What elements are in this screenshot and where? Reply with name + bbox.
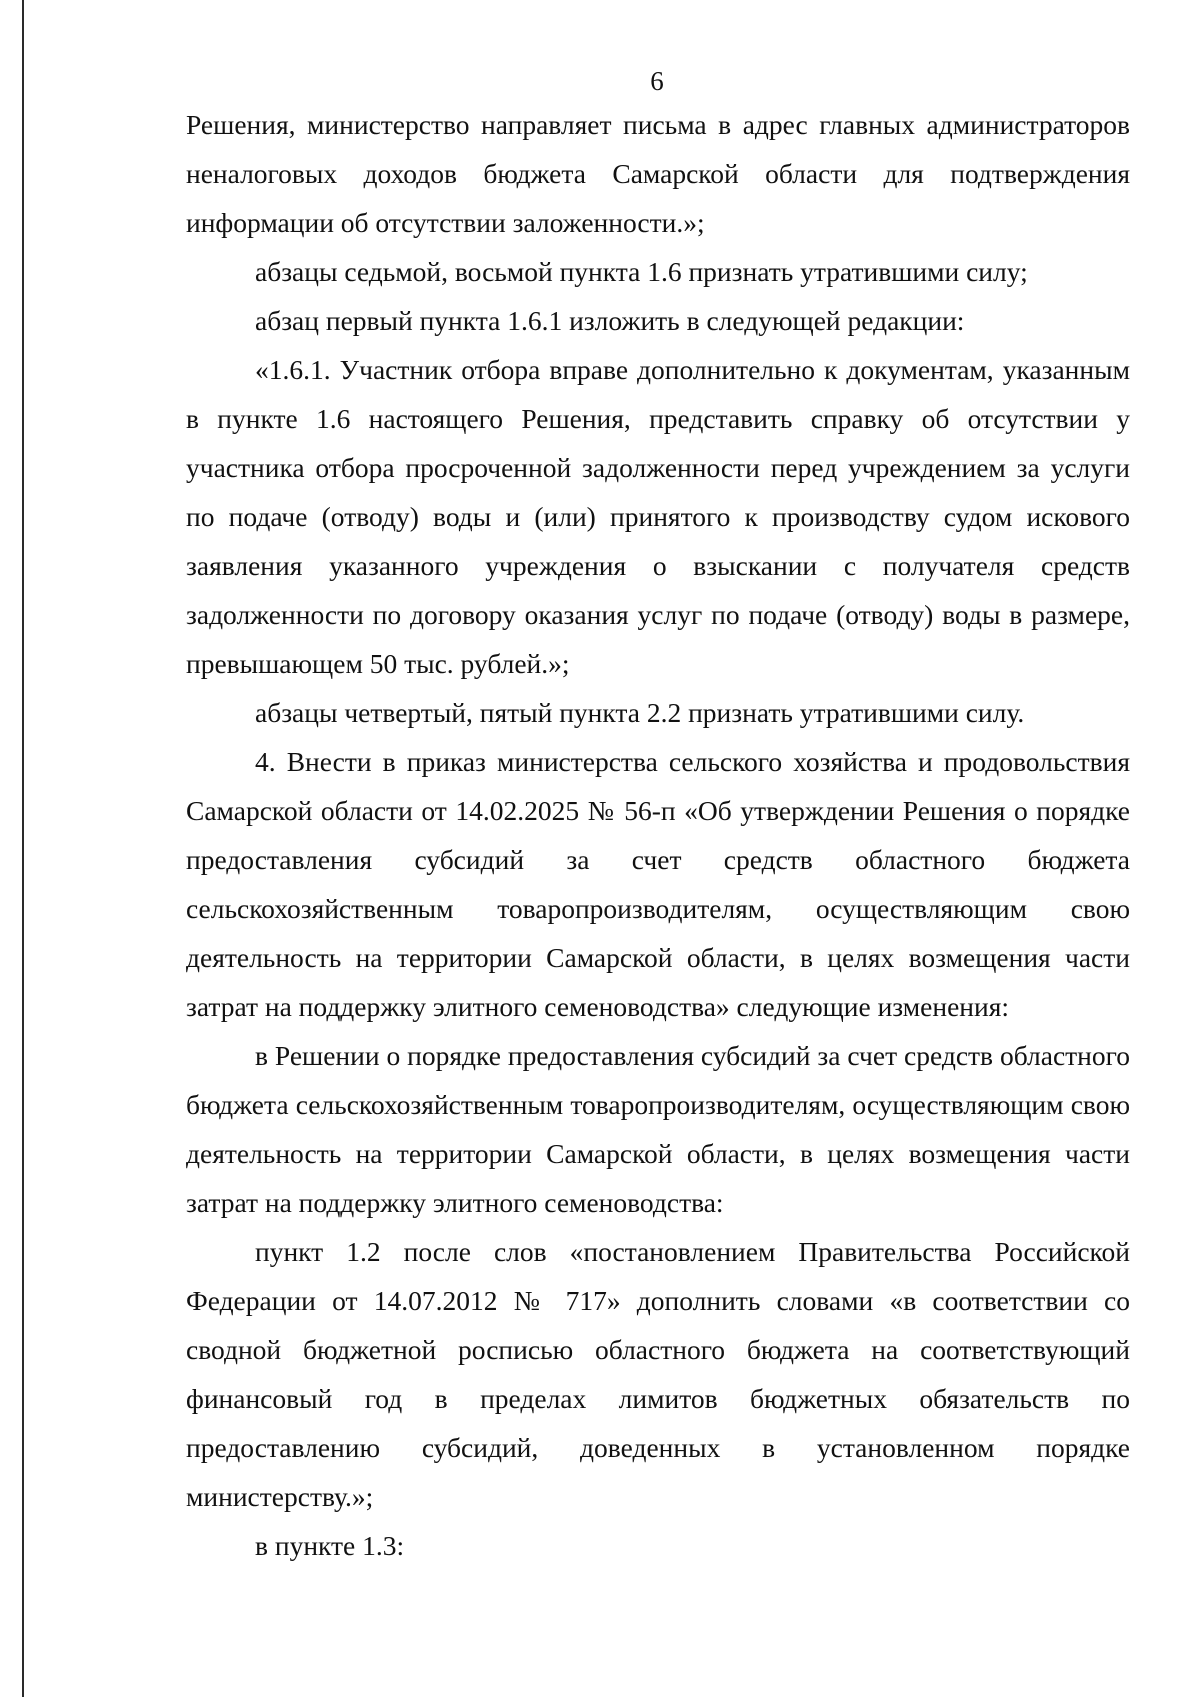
- paragraph: в пункте 1.3:: [255, 1530, 405, 1561]
- document-body: [186, 100, 1130, 1570]
- page-number: 6: [650, 66, 664, 96]
- paragraph: в Решении о порядке предоставления субсидий за счет средств областного бюджета сельскохозяйственным товаропроизводителям, осуществляющим свою деятельность на территории Самарской области, в целях возмещения части затрат на поддержку элитного семеноводства:: [186, 1040, 1130, 1218]
- paragraph: «1.6.1. Участник отбора вправе дополнительно к документам, указанным в пункте 1.6 настоящего Решения, представить справку об отсутствии у участника отбора просроченной задолженности перед учреждением за услуги по подаче (отводу) воды и (или) принятого к производству судом искового заявления указанного учреждения о взыскании с получателя средств задолженности по договору оказания услуг по подаче (отводу) воды в размере, превышающем 50 тыс. рублей.»;: [186, 354, 1130, 679]
- paragraph: абзацы седьмой, восьмой пункта 1.6 признать утратившими силу;: [255, 256, 1028, 287]
- paragraph: Решения, министерство направляет письма в адрес главных администраторов неналоговых доходов бюджета Самарской области для подтверждения информации об отсутствии заложенности.»;: [186, 109, 1130, 238]
- paragraph: 4. Внести в приказ министерства сельского хозяйства и продовольствия Самарской области от 14.02.2025 № 56-п «Об утверждении Решения о порядке предоставления субсидий за счет средств областного бюджета сельскохозяйственным товаропроизводителям, осуществляющим свою деятельность на территории Самарской области, в целях возмещения части затрат на поддержку элитного семеноводства» следующие изменения:: [186, 746, 1130, 1022]
- paragraph: пункт 1.2 после слов «постановлением Правительства Российской Федерации от 14.07.2012 № 717» дополнить словами «в соответствии со сводной бюджетной росписью областного бюджета на соответствующий финансовый год в пределах лимитов бюджетных обязательств по предоставлению субсидий, доведенных в установленном порядке министерству.»;: [186, 1236, 1130, 1512]
- paragraph: абзац первый пункта 1.6.1 изложить в следующей редакции:: [255, 305, 965, 336]
- page-left-edge-line: [22, 0, 24, 1697]
- paragraph: абзацы четвертый, пятый пункта 2.2 признать утратившими силу.: [255, 697, 1025, 728]
